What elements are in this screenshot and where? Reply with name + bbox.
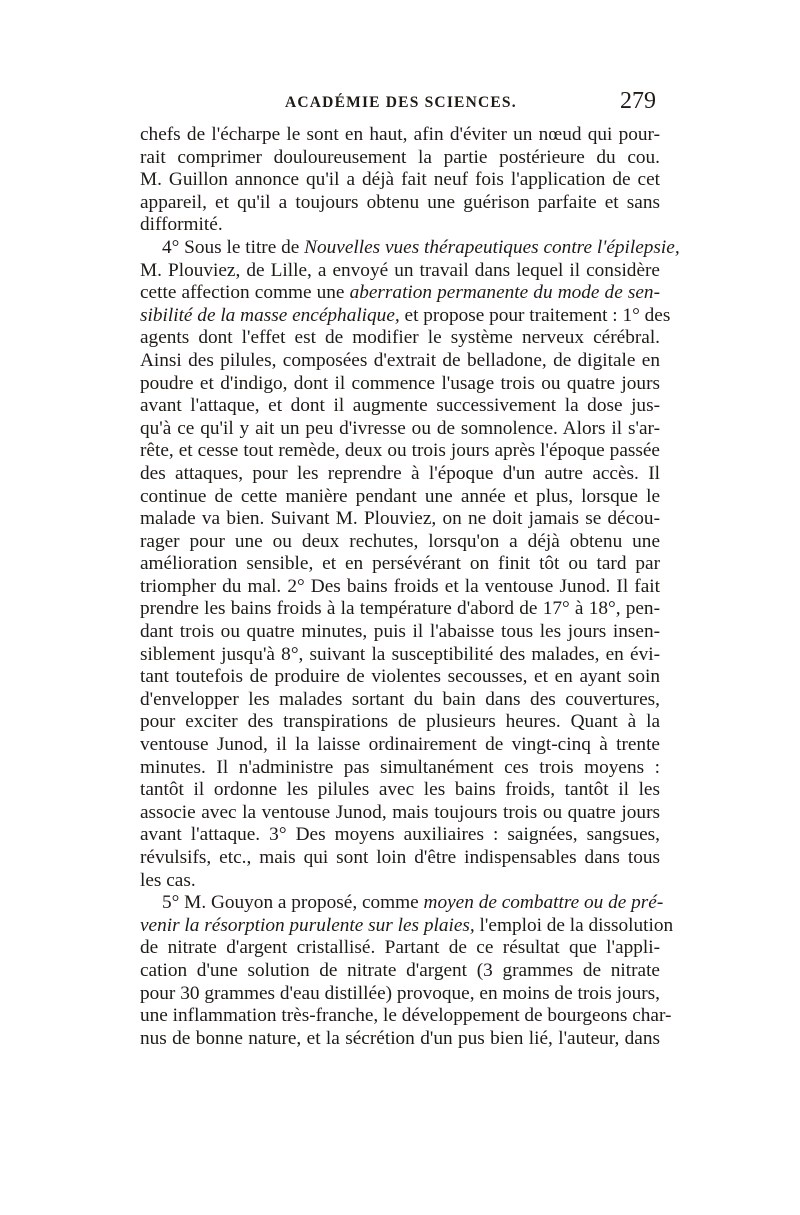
text-segment: l'emploi de la dissolution [474,914,674,936]
text-segment: agents dont l'effet est de modifier le système nerveux cérébral. [140,327,660,349]
text-segment: des attaques, pour les reprendre à l'époque d'un autre accès. Il [140,462,660,484]
text-segment: 5° M. Gouyon a proposé, comme [162,892,424,914]
text-segment: difformité. [140,214,223,236]
text-line [140,147,660,170]
text-line [140,124,660,147]
text-segment: rête, et cesse tout remède, deux ou trois jours après l'époque passée [140,440,660,462]
text-line [140,666,660,689]
text-segment: rager pour une ou deux rechutes, lorsqu'on a déjà obtenu une [140,530,660,552]
text-segment: malade va bien. Suivant M. Plouviez, on ne doit jamais se décou- [140,508,660,530]
italic-text: Nouvelles vues thérapeutiques contre l'épilepsie, [304,236,680,258]
text-segment: amélioration sensible, et en persévérant on finit tôt ou tard par [140,553,660,575]
text-segment: tantôt il ordonne les pilules avec les bains froids, tantôt il les [140,779,660,801]
text-line [140,983,660,1006]
text-line [140,395,660,418]
text-segment: et propose pour traitement : 1° des [399,304,671,326]
text-line [140,327,660,350]
text-segment: continue de cette manière pendant une année et plus, lorsque le [140,485,660,507]
italic-text: sibilité de la masse encéphalique, [140,304,400,326]
text-segment: chefs de l'écharpe le sont en haut, afin d'éviter un nœud qui pour- [140,124,660,145]
text-line [140,892,664,915]
text-line [140,1005,672,1028]
text-segment: ventouse Junod, il la laisse ordinairement de vingt-cinq à trente [140,734,660,756]
text-line [140,621,660,644]
text-line [140,418,660,441]
text-segment: appareil, et qu'il a toujours obtenu une guérison parfaite et sans [140,191,660,213]
running-head [140,88,660,120]
text-segment: associe avec la ventouse Junod, mais toujours trois ou quatre jours [140,801,660,823]
text-line [140,598,660,621]
text-line [140,236,680,260]
text-line [140,576,660,599]
text-segment: 4° Sous le titre de [162,236,305,258]
text-line [140,802,660,825]
text-line [140,373,660,396]
text-line [140,553,660,576]
text-line [140,734,660,757]
text-line [140,914,674,938]
text-line [140,847,660,870]
text-segment: nus de bonne nature, et la sécrétion d'un pus bien lié, l'auteur, dans [140,1027,660,1049]
page-number: 279 [620,88,656,114]
text-segment: qu'à ce qu'il y ait un peu d'ivresse ou de somnolence. Alors il s'ar- [140,417,660,439]
text-segment: dant trois ou quatre minutes, puis il l'abaisse tous les jours insen- [140,621,660,643]
text-segment: M. Plouviez, de Lille, a envoyé un travail dans lequel il considère [140,259,660,281]
text-line [140,282,660,305]
running-head-title: ACADÉMIE DES SCIENCES. [285,94,517,111]
text-segment: de nitrate d'argent cristallisé. Partant de ce résultat que l'appli- [140,937,660,959]
text-line [140,169,660,192]
text-line [140,711,660,734]
text-line [140,1028,660,1051]
italic-text: venir la résorption purulente sur les plaies, [140,914,475,936]
text-segment: minutes. Il n'administre pas simultanément ces trois moyens : [140,756,660,778]
text-line [140,214,660,237]
italic-text: moyen de combattre ou de pré- [423,892,664,914]
italic-text: aberration permanente du mode de sen- [349,282,660,304]
text-segment: triompher du mal. 2° Des bains froids et la ventouse Junod. Il fait [140,575,660,597]
text-segment: pour exciter des transpirations de plusieurs heures. Quant à la [140,711,660,733]
text-line [140,192,660,215]
text-segment: les cas. [140,869,196,891]
text-line [140,486,660,509]
text-segment: une inflammation très-franche, le développement de bourgeons char- [140,1005,672,1027]
text-line [140,531,660,554]
text-segment: cette affection comme une [140,282,350,304]
text-segment: rait comprimer douloureusement la partie postérieure du cou. [140,146,660,168]
text-line [140,508,660,531]
text-segment: avant l'attaque, et dont il augmente successivement la dose jus- [140,395,660,417]
body-text [140,124,680,1050]
text-line [140,870,660,893]
text-line [140,757,660,780]
text-segment: prendre les bains froids à la température d'abord de 17° à 18°, pen- [140,598,660,620]
text-line [140,440,660,463]
text-segment: poudre et d'indigo, dont il commence l'usage trois ou quatre jours [140,372,660,394]
text-line [140,260,660,283]
text-segment: pour 30 grammes d'eau distillée) provoque, en moins de trois jours, [140,982,660,1004]
text-segment: siblement jusqu'à 8°, suivant la susceptibilité des malades, en évi- [140,643,660,665]
text-line [140,463,660,486]
text-segment: M. Guillon annonce qu'il a déjà fait neuf fois l'application de cet [140,169,660,191]
text-line [140,644,660,667]
text-line [140,689,660,712]
text-line [140,350,660,373]
text-line [140,960,660,983]
text-line [140,304,671,328]
text-segment: cation d'une solution de nitrate d'argent (3 grammes de nitrate [140,959,660,981]
text-segment: Ainsi des pilules, composées d'extrait de belladone, de digitale en [140,349,660,371]
text-segment: révulsifs, etc., mais qui sont loin d'être indispensables dans tous [140,847,660,868]
text-segment: d'envelopper les malades sortant du bain dans des couvertures, [140,688,660,710]
text-segment: avant l'attaque. 3° Des moyens auxiliaires : saignées, sangsues, [140,824,660,846]
text-line [140,824,660,847]
text-line [140,937,660,960]
text-segment: tant toutefois de produire de violentes secousses, et en ayant soin [140,666,660,688]
text-line [140,779,660,802]
